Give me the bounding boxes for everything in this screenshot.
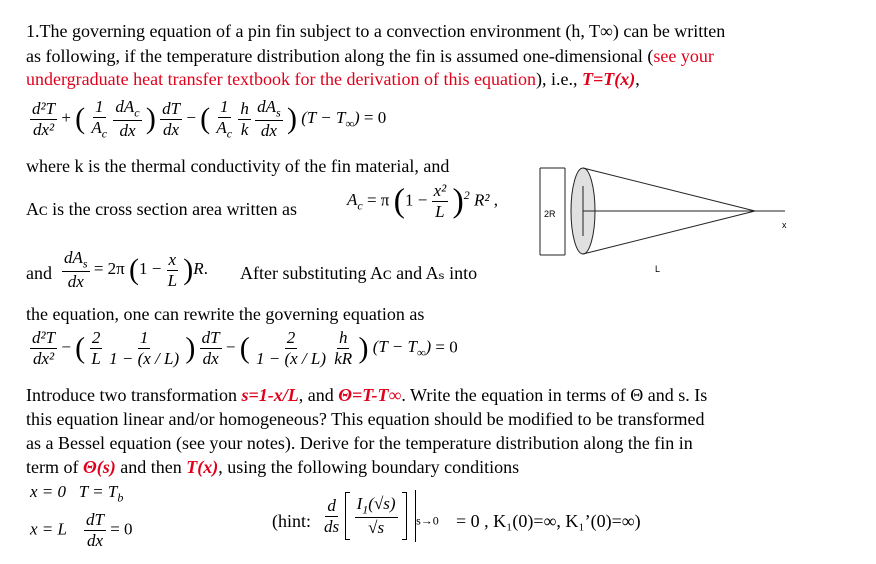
- problem-line-3: [26, 68, 640, 90]
- hint-label: (hint:: [272, 511, 311, 531]
- line2-text: as following, if the temperature distribution along the fin is assumed one-dimensional (: [26, 46, 654, 66]
- line3-text: ), i.e.,: [536, 69, 582, 89]
- problem-para-line-4: [26, 456, 519, 478]
- line3-red-text: undergraduate heat transfer textbook for the derivation of this equation: [26, 69, 536, 89]
- line3-comma: ,: [635, 69, 640, 89]
- fin-profile-top: [583, 168, 755, 211]
- radius-label: 2R: [544, 209, 556, 219]
- ac-equation: $A_c = \pi$ (1 − $\frac{\text{x²}}{L}$ )$^2$ R² ,: [347, 181, 499, 221]
- hint-equation: $\frac{d}{ds}$ $\frac{I_1(√s)}{√s}$ $_{s\to 0}$: [322, 490, 439, 542]
- problem-line-2: [26, 45, 714, 67]
- and-label: and: [26, 263, 52, 283]
- theta-of-s: Θ(s): [82, 457, 116, 477]
- problem-para-line-3: as a Bessel equation (see your notes). Derive for the temperature distribution along the fin in: [26, 433, 693, 453]
- problem-para-line-2: this equation linear and/or homogeneous? This equation should be modified to be transformed: [26, 409, 705, 429]
- hint-tail: = 0 , K₁(0)=∞, K₁’(0)=∞): [456, 511, 641, 531]
- rewrite-line: the equation, one can rewrite the governing equation as: [26, 304, 425, 324]
- line2-red-text: see your: [653, 46, 714, 66]
- as-equation: $\frac{dA_s}{dx}$ = 2π (1 − $\frac{x}{L}$ )R.: [64, 248, 208, 292]
- x-axis-label: x: [782, 220, 787, 230]
- temperature-function: T=T(x): [581, 69, 636, 89]
- p4-and-then: and then: [115, 457, 187, 477]
- ac-line: Aᴄ is the cross section area written as: [26, 199, 298, 219]
- p4-text: term of: [26, 457, 83, 477]
- transform-theta: Θ=T-T∞: [338, 385, 402, 405]
- intro-and: , and: [298, 385, 339, 405]
- length-label: L: [655, 264, 661, 274]
- intro-tail: . Write the equation in terms of Θ and s. Is: [401, 385, 708, 405]
- pin-fin-figure: [535, 160, 865, 290]
- t-of-x: T(x): [186, 457, 219, 477]
- after-substituting: After substituting Aᴄ and Aₛ into: [240, 263, 478, 283]
- rewritten-equation: $\frac{\text{d²T}}{\text{dx²}}$ − ( $\frac{2}{L}$ $\frac{1}{1 - (x / L)}$ ) $\frac{dT}{dx}$ − ( $\frac{2}{1 - (x / L)}$ $\frac{h}{kR}$ ) $(T - T_\infty) = 0$: [32, 328, 458, 368]
- problem-line-1: 1.The governing equation of a pin fin subject to a convection environment (h, T∞) can be written: [26, 21, 726, 41]
- intro-text: Introduce two transformation: [26, 385, 242, 405]
- governing-equation: $\frac{\text{d²T}}{\text{dx²}}$ + ( $\frac{1}{A_c}$ $\frac{dA_c}{dx}$ ) $\frac{dT}{dx}$ − ( $\frac{1}{A_c}$ $\frac{h}{k}$ $\frac{dA_s}{dx}$ ) $(T - T_\infty) = 0$: [32, 97, 387, 141]
- intro-line: [26, 384, 707, 406]
- boundary-condition-2: x = L $\frac{dT}{dx}$ = 0: [30, 510, 133, 550]
- boundary-condition-1: x = 0 $T = T_b$: [30, 482, 124, 505]
- p4-tail: , using the following boundary conditions: [218, 457, 520, 477]
- where-line: where k is the thermal conductivity of the fin material, and: [26, 156, 450, 176]
- transform-s: s=1-x/L: [241, 385, 299, 405]
- fin-profile-bottom: [583, 211, 755, 254]
